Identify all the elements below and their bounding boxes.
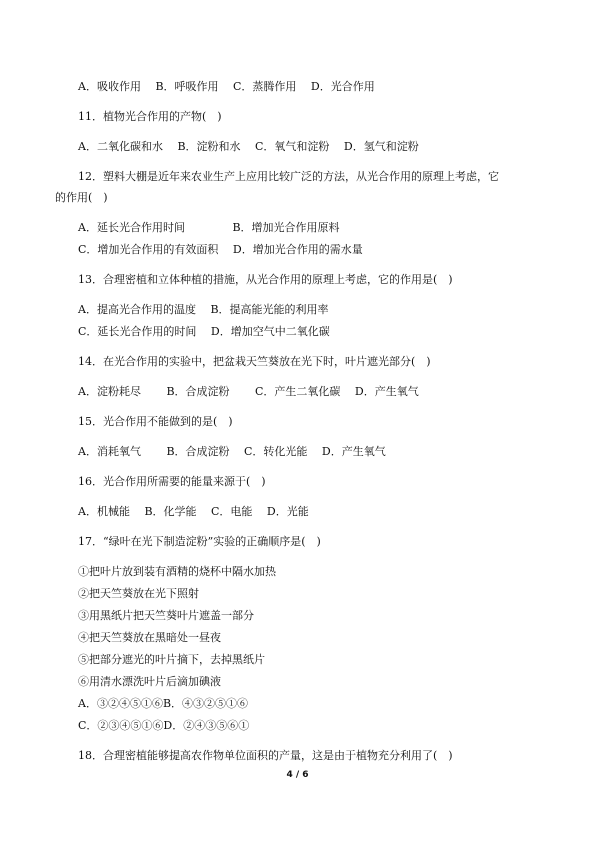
q14-stem: 14．在光合作用的实验中，把盆栽天竺葵放在光下时，叶片遮光部分( ) bbox=[78, 355, 431, 368]
page-number: 4 / 6 bbox=[286, 770, 309, 780]
q17-options-1: A．③②④⑤①⑥B．④③②⑤①⑥ bbox=[78, 697, 249, 710]
q15-stem: 15．光合作用不能做到的是( ) bbox=[78, 415, 233, 428]
q17-step-6: ⑥用清水漂洗叶片后滴加碘液 bbox=[78, 675, 221, 688]
q12-stem-cont: 的作用( ) bbox=[55, 191, 108, 204]
q17-options-2: C．②③④⑤①⑥D．②④③⑤⑥① bbox=[78, 719, 250, 732]
q17-step-3: ③用黑纸片把天竺葵叶片遮盖一部分 bbox=[78, 609, 254, 622]
q15-options: A．消耗氧气 B．合成淀粉 C．转化光能 D．产生氧气 bbox=[78, 445, 386, 458]
q16-stem: 16．光合作用所需要的能量来源于( ) bbox=[78, 475, 266, 488]
q16-options: A．机械能 B．化学能 C．电能 D．光能 bbox=[78, 505, 309, 518]
q12-options-1: A．延长光合作用时间 B．增加光合作用原料 bbox=[78, 221, 340, 234]
q11-options: A．二氧化碳和水 B．淀粉和水 C．氧气和淀粉 D．氢气和淀粉 bbox=[78, 140, 419, 153]
q17-step-5: ⑤把部分遮光的叶片摘下，去掉黑纸片 bbox=[78, 653, 265, 666]
q10-options: A．吸收作用 B．呼吸作用 C．蒸腾作用 D．光合作用 bbox=[78, 80, 375, 93]
q18-stem: 18．合理密植能够提高农作物单位面积的产量，这是由于植物充分利用了( ) bbox=[78, 749, 453, 762]
q12-options-2: C．增加光合作用的有效面积 D．增加光合作用的需水量 bbox=[78, 243, 363, 256]
q17-step-4: ④把天竺葵放在黑暗处一昼夜 bbox=[78, 631, 221, 644]
q17-step-2: ②把天竺葵放在光下照射 bbox=[78, 587, 199, 600]
q14-options: A．淀粉耗尽 B．合成淀粉 C．产生二氧化碳 D．产生氧气 bbox=[78, 385, 419, 398]
q13-options-1: A．提高光合作用的温度 B．提高能光能的利用率 bbox=[78, 303, 329, 316]
q17-stem: 17．“绿叶在光下制造淀粉”实验的正确顺序是( ) bbox=[78, 535, 321, 548]
q17-step-1: ①把叶片放到装有酒精的烧杯中隔水加热 bbox=[78, 565, 276, 578]
q11-stem: 11．植物光合作用的产物( ) bbox=[78, 110, 222, 123]
q13-stem: 13．合理密植和立体种植的措施，从光合作用的原理上考虑，它的作用是( ) bbox=[78, 273, 453, 286]
q12-stem: 12．塑料大棚是近年来农业生产上应用比较广泛的方法，从光合作用的原理上考虑，它 bbox=[78, 170, 499, 183]
q13-options-2: C．延长光合作用的时间 D．增加空气中二氧化碳 bbox=[78, 325, 330, 338]
